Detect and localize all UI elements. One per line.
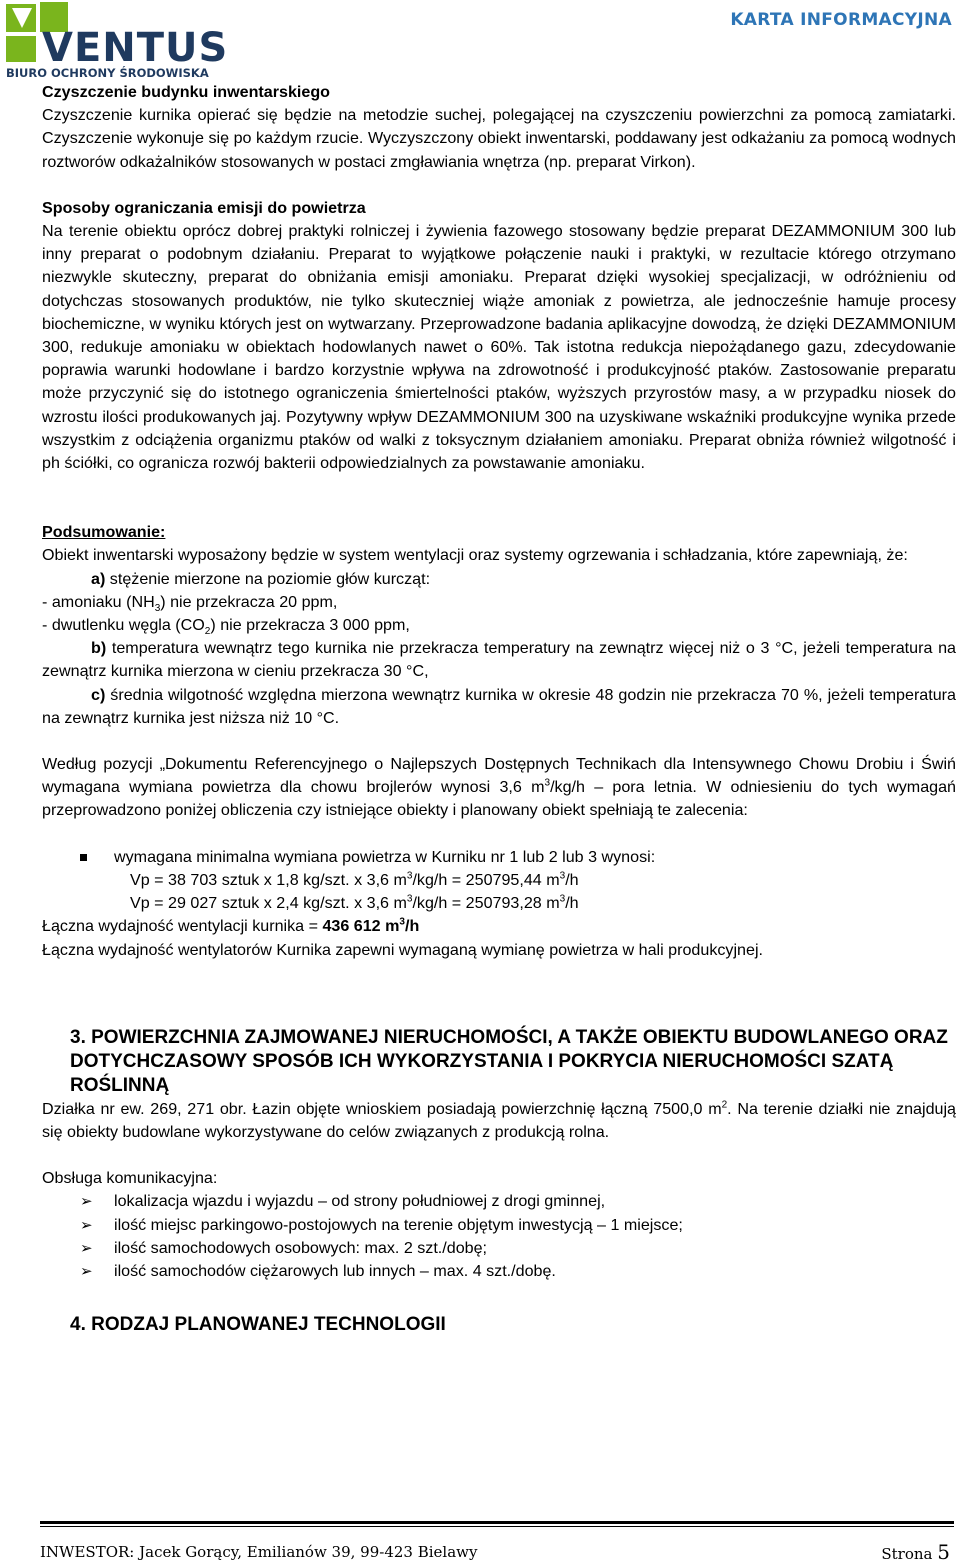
calc-line-2: Vp = 29 027 sztuk x 2,4 kg/szt. x 3,6 $m^3/kg/h = 250793,28$ $m^3/h$ [130,893,579,913]
list-item: ➢ lokalizacja wjazdu i wyjazdu – od strony południowej z drogi gminnej, [42,1190,956,1213]
ventilation-conclusion: Łączna wydajność wentylatorów Kurnika zapewni wymaganą wymianę powietrza w hali produkcyjnej. [42,940,763,959]
summary-heading: Podsumowanie: [42,523,166,542]
cleaning-heading: Czyszczenie budynku inwentarskiego [42,83,330,101]
cleaning-text: Czyszczenie kurnika opierać się będzie na metodzie suchej, polegającej na czyszczeniu powierzchni za pomocą zamiatarki. Czyszczenie wykonuje się po każdym rzucie. Wyczyszczony obiekt inwentarski, poddawany jest odkażaniu za pomocą wodnych roztworów odkażalników stosowanych w postaci zmgławiania wnętrza (np. preparat Virkon). [42,106,956,171]
section-3-heading: 3. POWIERZCHNIA ZAJMOWANEJ NIERUCHOMOŚCI, A TAKŻE OBIEKTU BUDOWLANEGO ORAZ DOTYCHCZASOWY SPOSÓB ICH WYKORZYSTANIA I POKRYCIA NIERUCHOMOŚCI SZATĄ ROŚLINNĄ [70,1026,948,1096]
plot-text: Działka nr ew. 269, 271 obr. Łazin objęte wnioskiem posiadają powierzchnię łączną 7500,0 $m^2$. Na terenie działki nie znajdują się obiekty budowlane wykorzystywane do celów związanych z produkcją rolna. [42,1099,957,1141]
footer-investor: INWESTOR: Jacek Gorący, Emilianów 39, 99-423 Bielawy [40,1543,478,1561]
emissions-text: Na terenie obiektu oprócz dobrej praktyki rolniczej i żywienia fazowego stosowany będzie preparat DEZAMMONIUM 300 lub inny preparat o podobnym działaniu. Preparat to wyjątkowe połączenie nauki i praktyki, w rezultacie którego otrzymano niezwykle skuteczny, preparat do obniżania emisji amoniaku. Preparat dzięki wysokiej specjalizacji, w odróżnieniu od dotychczas stosowanych produktów, nie tylko skuteczniej wiąże amoniak z powietrza, ale jednocześnie hamuje procesy biochemiczne, w wyniku których jest on wytwarzany. Przeprowadzone badania aplikacyjne dowodzą, że dzięki DEZAMMONIUM 300, redukuje amoniaku w obiektach hodowlanych nawet o 60%. Tak istotna redukcja niepożądanego gazu, zdecydowanie poprawia warunki hodowlane i bardzo korzystnie wpływa na zdrowotność i produkcyjność ptaków. Zastosowanie preparatu może przyczynić się do istotnego ograniczenia śmiertelności ptaków, wyższych przyrostów masy, a w przypadku niosek do wzrostu ilości produkowanych jaj. Pozytywny wpływ DEZAMMONIUM 300 na uzyskiwane wskaźniki produkcyjne wynika przede wszystkim z odciążenia organizmu ptaków od walki z toksycznym działaniem amoniaku. Preparat obniża również wilgotność i ph ściółki, co ogranicza rozwój bakterii odpowiedzialnych za powstawanie amoniaku. [42,222,956,473]
logo-wordmark: VENTUS [42,25,229,71]
logo-subtitle: BIURO OCHRONY ŚRODOWISKA [6,66,209,80]
summary-intro: Obiekt inwentarski wyposażony będzie w system wentylacji oraz systemy ogrzewania i schładzania, które zapewniają, że: [42,546,908,565]
co2-limit: - dwutlenku węgla $(CO_2)$ nie przekracza 3 000 ppm, [42,616,410,638]
list-item: ➢ ilość samochodowych osobowych: max. 2 szt./dobę; [42,1237,956,1260]
page-content [42,81,956,1337]
arrow-bullet-icon: ➢ [80,1238,93,1257]
document-type-title: KARTA INFORMACYJNA [730,10,952,30]
summary-point-b: b) temperatura wewnątrz tego kurnika nie przekracza temperatury na zewnątrz więcej niż o 3 °C, jeżeli temperatura na zewnątrz kurnika mierzona w cieniu przekracza 30 °C, [42,639,956,681]
communication-list [42,1190,956,1283]
arrow-bullet-icon: ➢ [80,1215,93,1234]
ventus-logo [4,2,244,82]
footer-divider-thin [40,1526,954,1527]
calc-line-1: Vp = 38 703 sztuk x 1,8 kg/szt. x 3,6 $m^3/kg/h = 250795,44$ $m^3/h$ [130,870,579,889]
list-item: ➢ ilość miejsc parkingowo-postojowych na terenie objętym inwestycją – 1 miejsce; [42,1214,956,1237]
summary-point-c: c) średnia wilgotność względna mierzona wewnątrz kurnika w okresie 48 godzin nie przekracza 70 %, jeżeli temperatura na zewnątrz kurnika jest niższa niż 10 °C. [42,685,956,727]
arrow-bullet-icon: ➢ [80,1261,93,1280]
reference-text: Według pozycji „Dokumentu Referencyjnego o Najlepszych Dostępnych Technikach dla Intensywnego Chowu Drobiu i Świń wymagana wymiana powietrza dla chowu brojlerów wynosi 3,6 $m^3/kg/h$ – pora letnia. W odniesieniu do tych wymagań przeprowadzono poniżej obliczenia czy istniejące obiekty i planowany obiekt spełniają te zalecenia: [42,755,956,820]
arrow-bullet-icon: ➢ [80,1192,93,1211]
footer-divider [40,1521,954,1524]
communication-label: Obsługa komunikacyjna: [42,1169,218,1188]
requirement-list [42,846,956,869]
section-4-heading: 4. RODZAJ PLANOWANEJ TECHNOLOGII [70,1314,446,1336]
emissions-heading: Sposoby ograniczania emisji do powietrza [42,198,366,217]
list-item: ➢ ilość samochodów ciężarowych lub innych – max. 4 szt./dobę. [42,1260,956,1283]
summary-point-a: a) stężenie mierzone na poziomie głów kurcząt: [91,569,431,588]
footer-page-number: Strona 5 [881,1540,950,1564]
ammonia-limit: - amoniaku $(NH_3)$ nie przekracza 20 ppm, [42,592,338,615]
total-ventilation: Łączna wydajność wentylacji kurnika = 436 612 $m^3/h$ [42,916,420,936]
requirement-item: wymagana minimalna wymiana powietrza w Kurniku nr 1 lub 2 lub 3 wynosi: [42,846,956,869]
